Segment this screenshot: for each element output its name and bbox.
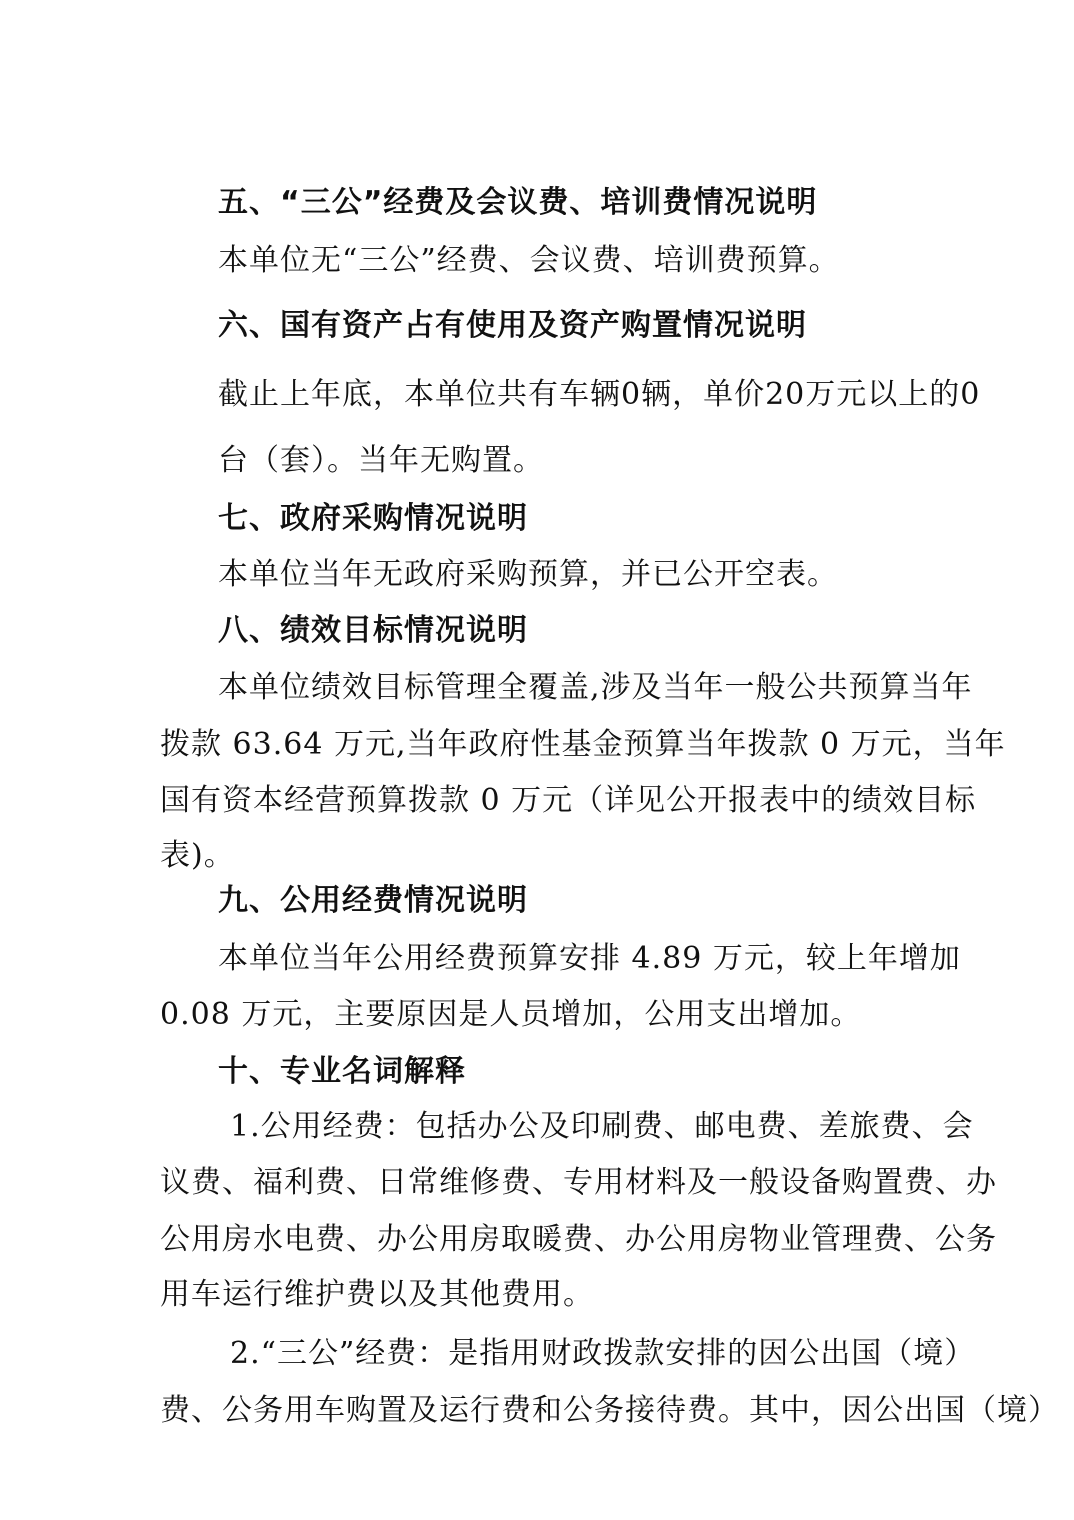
heading-section-9: 九、公用经费情况说明 [218,883,528,918]
paragraph-line: 台（套）。当年无购置。 [218,443,544,478]
paragraph-line: 本单位当年无政府采购预算，并已公开空表。 [218,557,838,592]
paragraph-line: 2.“三公”经费：是指用财政拨款安排的因公出国（境） [230,1336,976,1371]
heading-section-10: 十、专业名词解释 [218,1054,466,1089]
paragraph-line: 本单位绩效目标管理全覆盖,涉及当年一般公共预算当年 [218,670,973,705]
paragraph-line: 公用房水电费、办公用房取暖费、办公用房物业管理费、公务 [160,1222,997,1257]
paragraph-line: 用车运行维护费以及其他费用。 [160,1277,594,1312]
paragraph-line: 1.公用经费：包括办公及印刷费、邮电费、差旅费、会 [230,1109,974,1144]
paragraph-line: 拨款 63.64 万元,当年政府性基金预算当年拨款 0 万元，当年 [160,727,1006,762]
heading-section-6: 六、国有资产占有使用及资产购置情况说明 [218,308,807,343]
heading-section-8: 八、绩效目标情况说明 [218,613,528,648]
paragraph-line: 截止上年底，本单位共有车辆0辆，单价20万元以上的0 [218,377,981,412]
paragraph-line: 本单位当年公用经费预算安排 4.89 万元，较上年增加 [218,941,961,976]
paragraph-line: 费、公务用车购置及运行费和公务接待费。其中，因公出国（境） [160,1393,1059,1428]
paragraph-line: 0.08 万元，主要原因是人员增加，公用支出增加。 [160,997,862,1032]
paragraph-line: 国有资本经营预算拨款 0 万元（详见公开报表中的绩效目标 [160,783,977,818]
heading-section-5: 五、“三公”经费及会议费、培训费情况说明 [218,185,818,220]
heading-section-7: 七、政府采购情况说明 [218,501,528,536]
paragraph-line: 议费、福利费、日常维修费、专用材料及一般设备购置费、办 [160,1165,997,1200]
paragraph-line: 本单位无“三公”经费、会议费、培训费预算。 [218,243,840,278]
paragraph-line: 表)。 [160,838,235,873]
